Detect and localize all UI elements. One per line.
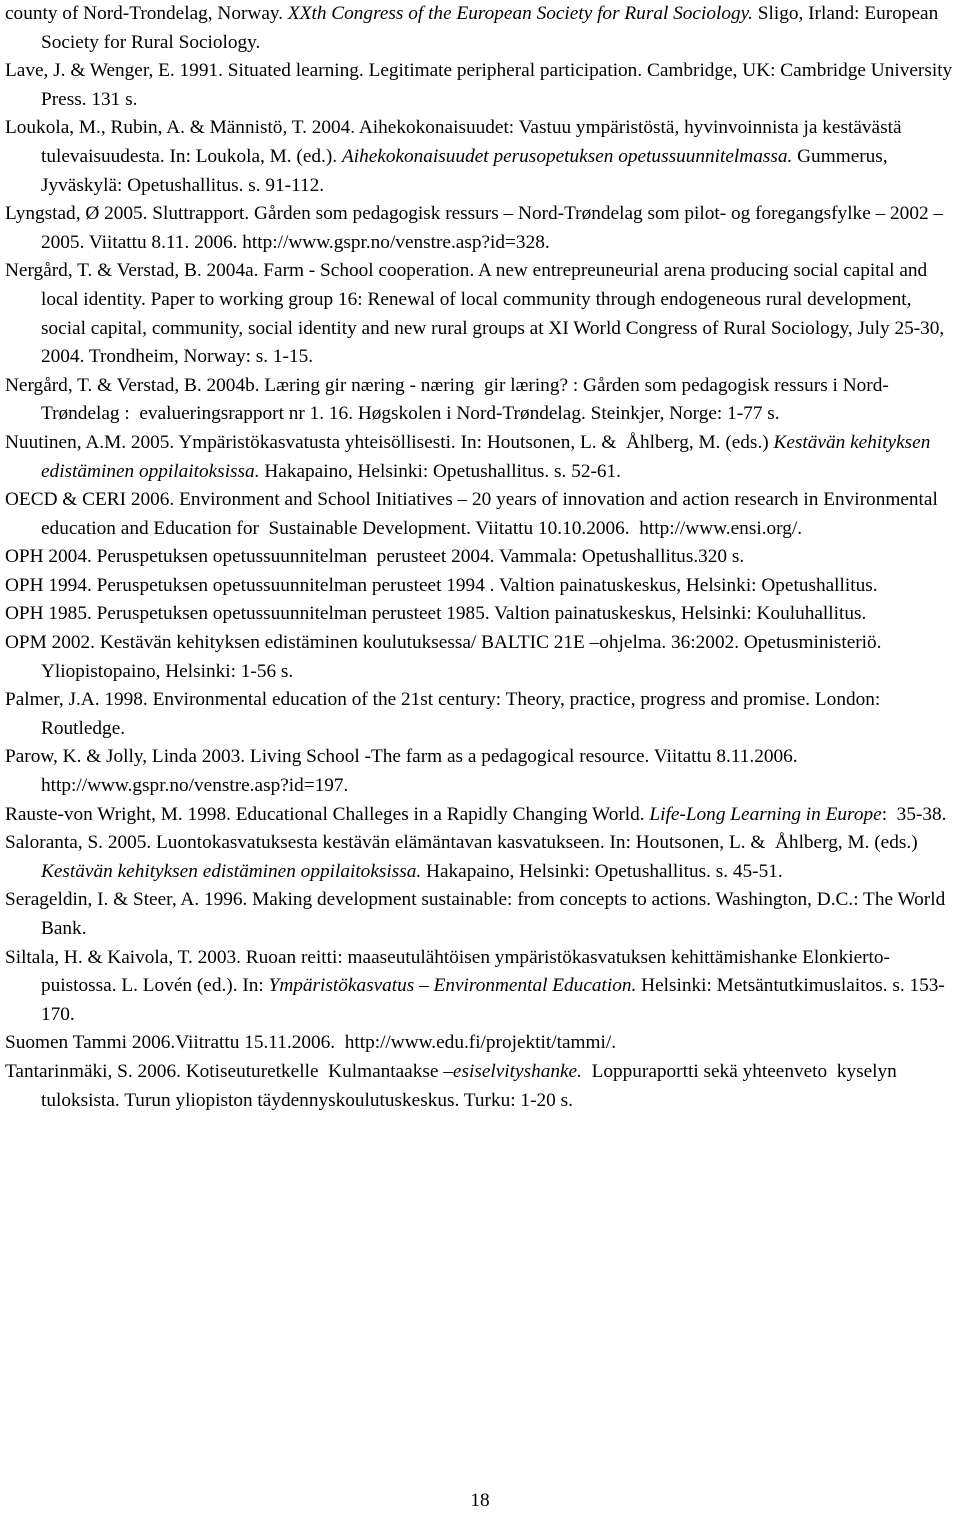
reference-entry [5, 1058, 955, 1115]
reference-entry [5, 486, 955, 543]
reference-entry [5, 572, 955, 601]
reference-text: : 35-38. [881, 803, 947, 825]
reference-text: Gummerus, Jyväskylä: Opetushallitus. s. 91-112. [41, 145, 893, 196]
reference-text: Hakapaino, Helsinki: Opetushallitus. s. 45-51. [421, 860, 783, 882]
reference-entry [5, 1029, 955, 1058]
reference-entry [5, 372, 955, 429]
reference-entry [5, 543, 955, 572]
reference-text: Loppuraportti sekä yhteenveto kyselyn tuloksista. Turun yliopiston täydennyskoulutuskeskus. Turku: 1-20 s. [41, 1060, 902, 1111]
reference-text: Nuutinen, A.M. 2005. Ympäristökasvatusta yhteisöllisesti. In: Houtsonen, L. & Åhlberg, M. (eds.) [5, 431, 774, 453]
reference-title-italic: Aihekokonaisuudet perusopetuksen opetussuunnitelmassa. [341, 145, 793, 167]
reference-entry [5, 629, 955, 686]
reference-entry [5, 686, 955, 743]
reference-title-italic: XXth Congress of the European Society for Rural Sociology. [287, 3, 753, 24]
reference-text: Serageldin, I. & Steer, A. 1996. Making development sustainable: from concepts to actions. Washington, D.C.: The World Bank. [5, 889, 951, 939]
reference-text: OPM 2002. Kestävän kehityksen edistäminen koulutuksessa/ BALTIC 21E –ohjelma. 36:2002. Opetusministeriö. Yliopistopaino, Helsinki: 1-56 s. [5, 632, 886, 682]
reference-entry [5, 429, 955, 486]
reference-text: county of Nord-Trondelag, Norway. [5, 3, 288, 24]
reference-text: OPH 1985. Peruspetuksen opetussuunnitelman perusteet 1985. Valtion painatuskeskus, Helsinki: Kouluhallitus. [5, 603, 867, 625]
reference-entry [5, 886, 955, 943]
reference-entry [5, 743, 955, 800]
reference-list [5, 0, 958, 1115]
reference-text: Palmer, J.A. 1998. Environmental education of the 21st century: Theory, practice, progress and promise. London: Routledge. [5, 689, 886, 739]
reference-entry [5, 0, 955, 57]
reference-entry [5, 200, 955, 257]
reference-entry [5, 600, 955, 629]
reference-text: Helsinki: Metsäntutkimuslaitos. s. 153-170. [41, 975, 945, 1025]
reference-title-italic: Kestävän kehityksen edistäminen oppilaitoksissa. [41, 431, 936, 482]
reference-text: Sligo, Irland: European Society for Rural Sociology. [41, 3, 944, 53]
reference-entry [5, 801, 955, 830]
reference-title-italic: Life-Long Learning in Europe [649, 803, 882, 825]
reference-text: Rauste-von Wright, M. 1998. Educational Challeges in a Rapidly Changing World. [5, 803, 650, 825]
reference-text: Suomen Tammi 2006.Viitrattu 15.11.2006. http://www.edu.fi/projektit/tammi/. [5, 1032, 617, 1054]
reference-entry [5, 829, 955, 886]
reference-text: Hakapaino, Helsinki: Opetushallitus. s. 52-61. [259, 460, 621, 482]
reference-title-italic: Kestävän kehityksen edistäminen oppilaitoksissa. [41, 860, 422, 882]
reference-text: Siltala, H. & Kaivola, T. 2003. Ruoan reitti: maaseutulähtöisen ympäristökasvatuksen kehittämishanke Elonkierto-puistossa. L. Lovén (ed.). In: [5, 946, 890, 997]
reference-title-italic: Ympäristökasvatus – Environmental Education. [268, 975, 637, 997]
reference-text: Parow, K. & Jolly, Linda 2003. Living School -The farm as a pedagogical resource. Viitattu 8.11.2006. http://www.gspr.no/venstre.asp?id=197. [5, 746, 808, 797]
reference-title-italic: esiselvityshanke. [452, 1060, 582, 1082]
reference-entry [5, 57, 958, 114]
reference-text: Lyngstad, Ø 2005. Sluttrapport. Gården som pedagogisk ressurs – Nord-Trøndelag som pilot- og foregangsfylke – 2002 – 2005. Viitattu 8.11. 2006. http://www.gspr.no/venstre.asp?id=328. [5, 203, 948, 253]
page-number: 18 [470, 1490, 490, 1511]
reference-entry [5, 944, 955, 1030]
reference-text: Lave, J. & Wenger, E. 1991. Situated learning. Legitimate peripheral participation. Cambridge, UK: Cambridge University Press. 131 s. [5, 60, 958, 110]
reference-text: Saloranta, S. 2005. Luontokasvatuksesta kestävän elämäntavan kasvatukseen. In: Houtsonen, L. & Åhlberg, M. (eds.) [5, 832, 923, 854]
reference-text: OECD & CERI 2006. Environment and School Initiatives – 20 years of innovation and action research in Environmental education and Education for Sustainable Development. Viitattu 10.10.2006. http://www.ensi.org/. [5, 489, 943, 539]
reference-text: Nergård, T. & Verstad, B. 2004a. Farm - School cooperation. A new entrepreuneurial arena producing social capital and local identity. Paper to working group 16: Renewal of local community through endogeneous rural development, social capital, community, social identity and new rural groups at XI World Congress of Rural Sociology, July 25-30, 2004. Trondheim, Norway: s. 1-15. [5, 260, 950, 368]
reference-text: OPH 2004. Peruspetuksen opetussuunnitelman perusteet 2004. Vammala: Opetushallitus.320 s. [5, 546, 745, 568]
reference-text: OPH 1994. Peruspetuksen opetussuunnitelman perusteet 1994 . Valtion painatuskeskus, Helsinki: Opetushallitus. [5, 574, 878, 596]
reference-text: Tantarinmäki, S. 2006. Kotiseuturetkelle Kulmantaakse – [5, 1060, 453, 1082]
reference-text: Nergård, T. & Verstad, B. 2004b. Læring gir næring - næring gir læring? : Gården som pedagogisk ressurs i Nord-Trøndelag : evalueringsrapport nr 1. 16. Høgskolen i Nord-Trøndelag. Steinkjer, Norge: 1-77 s. [5, 374, 889, 425]
reference-entry [5, 257, 955, 371]
reference-text: Loukola, M., Rubin, A. & Männistö, T. 2004. Aihekokonaisuudet: Vastuu ympäristöstä, hyvinvoinnista ja kestävästä tulevaisuudesta. In: Loukola, M. (ed.). [5, 117, 907, 167]
reference-entry [5, 114, 955, 200]
